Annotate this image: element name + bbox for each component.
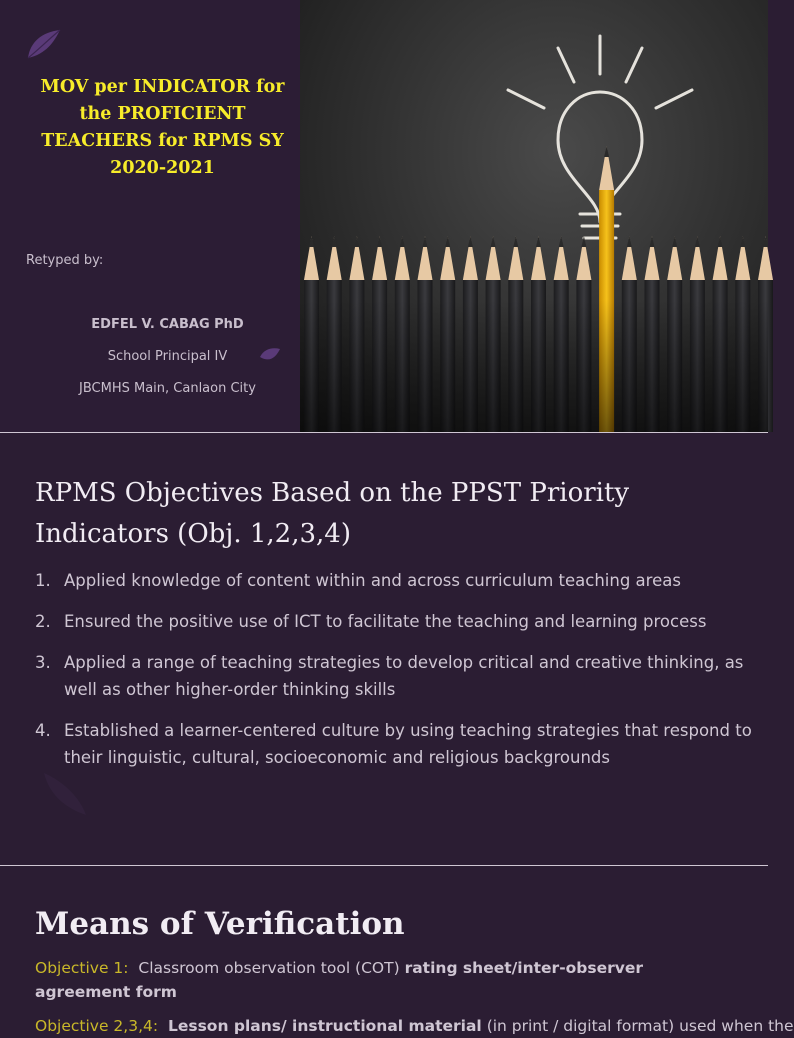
list-item (35, 567, 755, 594)
objectives-list (35, 567, 755, 785)
leaf-decoration-icon (24, 28, 64, 62)
lightbulb-pencil-illustration (300, 0, 768, 432)
item-text: Ensured the positive use of ICT to facilitate the teaching and learning process (64, 612, 707, 631)
means-of-verification-slide (0, 866, 794, 1035)
list-item (35, 717, 755, 771)
mov-bold-text: rating sheet/inter-observer agreement form (35, 959, 644, 1001)
item-text: Applied knowledge of content within and across curriculum teaching areas (64, 571, 681, 590)
title-panel (0, 0, 300, 432)
item-number: 4. (35, 721, 51, 740)
objective-label: Objective 1: (35, 959, 129, 977)
item-text: Established a learner-centered culture by using teaching strategies that respond to their linguistic, cultural, socioeconomic and religious backgrounds (64, 721, 752, 767)
mov-heading: Means of Verification (35, 906, 405, 942)
author-school: JBCMHS Main, Canlaon City (79, 381, 256, 396)
pencils-lightbulb-image (300, 0, 768, 432)
mov-bold-text: Lesson plans/ instructional material (167, 1017, 482, 1035)
item-number: 3. (35, 653, 51, 672)
mov-objective-2-3-4 (35, 1014, 794, 1038)
mov-text: Classroom observation tool (COT) (138, 959, 400, 977)
objectives-heading: RPMS Objectives Based on the PPST Priority Indicators (Obj. 1,2,3,4) (35, 478, 630, 549)
author-block (40, 316, 295, 398)
list-item (35, 608, 755, 635)
objective-label: Objective 2,3,4: (35, 1017, 159, 1035)
objectives-slide (0, 433, 768, 865)
title-slide (0, 0, 768, 432)
retyped-by-label: Retyped by: (26, 253, 104, 268)
author-name: EDFEL V. CABAG PhD (91, 317, 244, 332)
presentation-title: MOV per INDICATOR for the PROFICIENT TEACHERS for RPMS SY 2020-2021 (40, 77, 285, 178)
mov-objective-1 (35, 956, 735, 1004)
item-number: 2. (35, 612, 51, 631)
item-text: Applied a range of teaching strategies to develop critical and creative thinking, as well as other higher-order thinking skills (64, 653, 744, 699)
item-number: 1. (35, 571, 51, 590)
list-item (35, 649, 755, 703)
mov-text: (in print / digital format) used when the (486, 1017, 794, 1035)
author-role: School Principal IV (107, 349, 228, 364)
small-leaf-icon (258, 345, 284, 365)
faded-leaf-icon (38, 769, 90, 819)
